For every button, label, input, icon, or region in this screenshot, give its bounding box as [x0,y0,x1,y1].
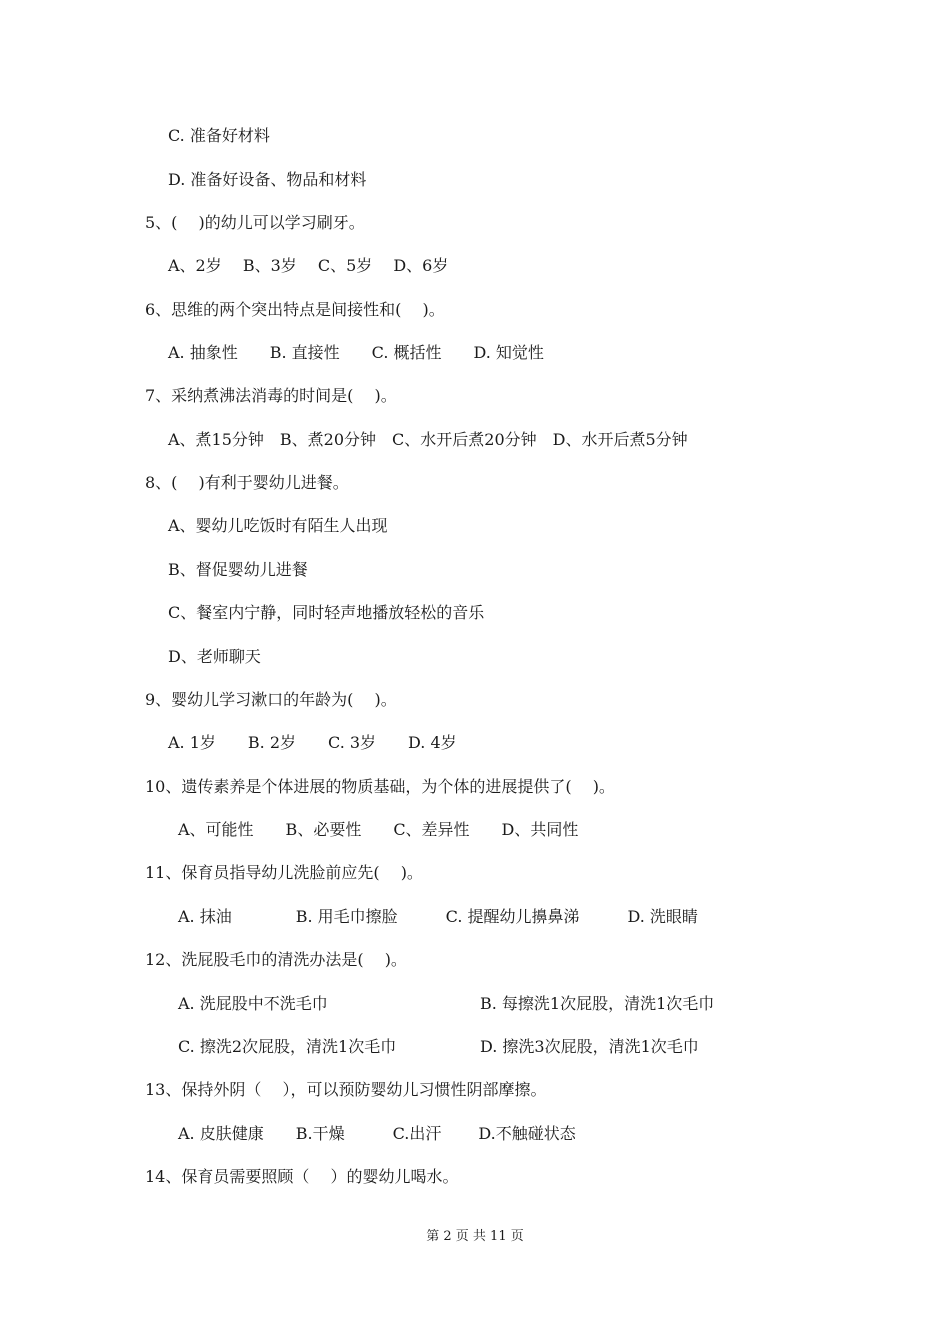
question-8-option-c: C、餐室内宁静，同时轻声地播放轻松的音乐 [168,603,485,622]
question-11: 11、保育员指导幼儿洗脸前应先( )。 [145,863,423,882]
page-footer: 第 2 页 共 11 页 [426,1229,524,1244]
question-7: 7、采纳煮沸法消毒的时间是( )。 [145,386,397,405]
question-10-options: A、可能性 B、必要性 C、差异性 D、共同性 [178,820,579,839]
option-line: C. 准备好材料 [168,126,270,145]
question-5-options: A、2岁 B、3岁 C、5岁 D、6岁 [168,256,449,275]
question-9-options: A. 1岁 B. 2岁 C. 3岁 D. 4岁 [168,733,457,752]
question-13-options: A. 皮肤健康 B.干燥 C.出汗 D.不触碰状态 [178,1124,576,1143]
question-7-options: A、煮15分钟 B、煮20分钟 C、水开后煮20分钟 D、水开后煮5分钟 [168,430,688,449]
question-8-option-a: A、婴幼儿吃饭时有陌生人出现 [168,516,388,535]
question-10: 10、遗传素养是个体进展的物质基础，为个体的进展提供了( )。 [145,777,615,796]
question-12: 12、洗屁股毛巾的清洗办法是( )。 [145,950,407,969]
question-13: 13、保持外阴（ ），可以预防婴幼儿习惯性阴部摩擦。 [145,1080,547,1099]
question-14: 14、保育员需要照顾（ ）的婴幼儿喝水。 [145,1167,459,1186]
question-8: 8、( )有利于婴幼儿进餐。 [145,473,349,492]
question-12-option-b: B. 每擦洗1次屁股，清洗1次毛巾 [480,994,715,1013]
question-9: 9、婴幼儿学习漱口的年龄为( )。 [145,690,397,709]
question-12-option-d: D. 擦洗3次屁股，清洗1次毛巾 [480,1037,699,1056]
option-line: D. 准备好设备、物品和材料 [168,170,367,189]
question-12-option-c: C. 擦洗2次屁股，清洗1次毛巾 [178,1037,397,1056]
question-8-option-d: D、老师聊天 [168,647,261,666]
question-5: 5、( )的幼儿可以学习刷牙。 [145,213,365,232]
question-11-options: A. 抹油 B. 用毛巾擦脸 C. 提醒幼儿擤鼻涕 D. 洗眼睛 [178,907,698,926]
question-8-option-b: B、督促婴幼儿进餐 [168,560,308,579]
question-6: 6、思维的两个突出特点是间接性和( )。 [145,300,445,319]
question-6-options: A. 抽象性 B. 直接性 C. 概括性 D. 知觉性 [168,343,544,362]
question-12-option-a: A. 洗屁股中不洗毛巾 [178,994,328,1013]
